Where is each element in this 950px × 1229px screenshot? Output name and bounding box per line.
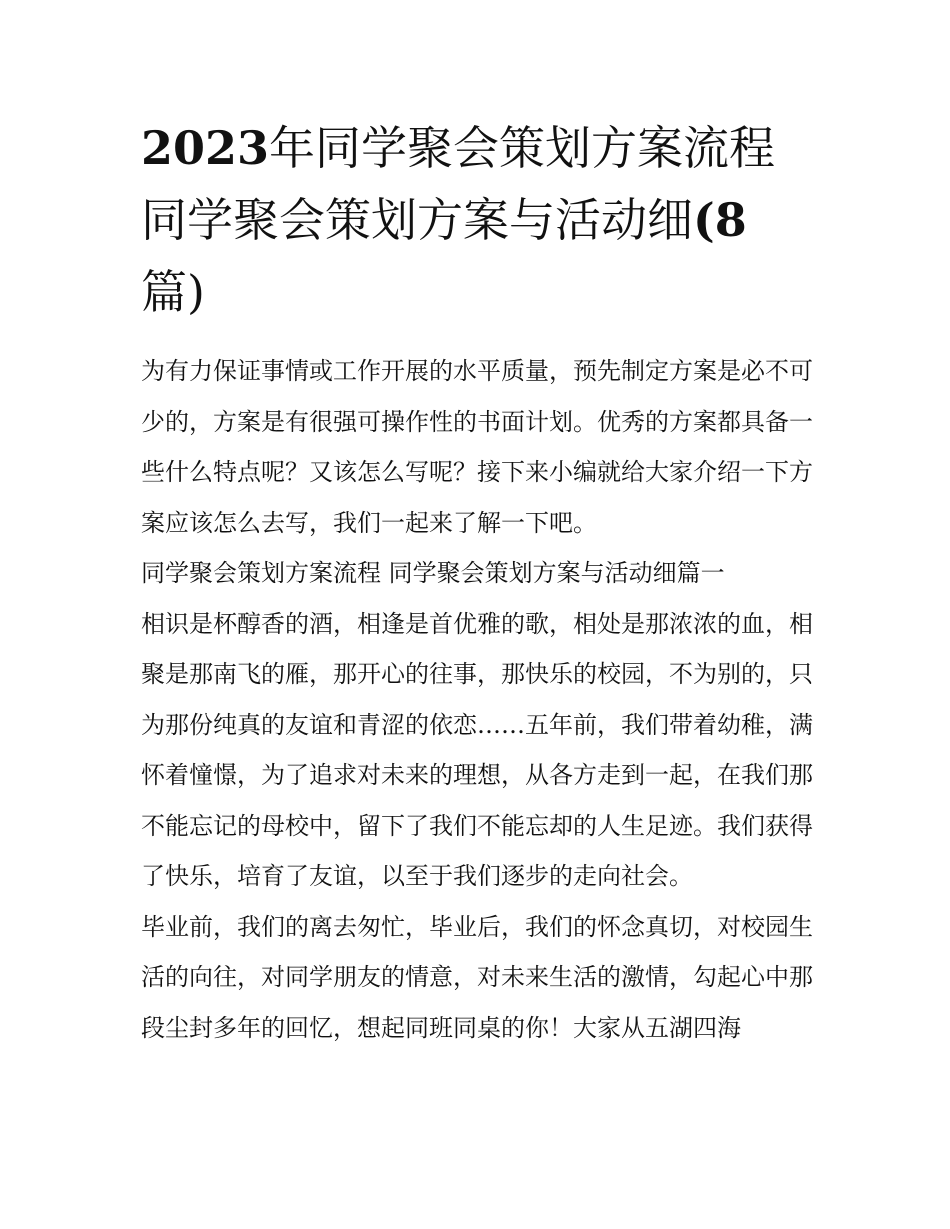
section-heading: 同学聚会策划方案流程 同学聚会策划方案与活动细篇一 <box>141 559 725 587</box>
title-line-1-text: 年同学聚会策划方案流程 <box>269 121 776 175</box>
body-paragraph-1: 相识是杯醇香的酒，相逢是首优雅的歌，相处是那浓浓的血，相聚是那南飞的雁，那开心的往事，那快乐的校园，不为别的，只为那份纯真的友谊和青涩的依恋……五年前，我们带着幼稚，满怀着憧憬，为了追求对未来的理想，从各方走到一起，在我们那不能忘记的母校中，留下了我们不能忘却的人生足迹。我们获得了快乐，培育了友谊，以至于我们逐步的走向社会。 <box>141 609 813 890</box>
title-year: 2023 <box>141 121 270 175</box>
title-line-2 <box>141 184 813 256</box>
title-count: (8 <box>693 193 747 247</box>
title-line-1 <box>141 112 813 184</box>
body-paragraph-2: 毕业前，我们的离去匆忙，毕业后，我们的怀念真切，对校园生活的向往，对同学朋友的情意，对未来生活的激情，勾起心中那段尘封多年的回忆，想起同班同桌的你！大家从五湖四海 <box>141 912 813 1042</box>
title-line-2-text: 同学聚会策划方案与活动细 <box>141 193 693 247</box>
title-line-3-text: 篇) <box>141 265 205 319</box>
title-line-3 <box>141 256 813 328</box>
document-page <box>141 112 813 1053</box>
intro-paragraph: 为有力保证事情或工作开展的水平质量，预先制定方案是必不可少的，方案是有很强可操作性的书面计划。优秀的方案都具备一些什么特点呢？又该怎么写呢？接下来小编就给大家介绍一下方案应该怎么去写，我们一起来了解一下吧。 <box>141 357 813 537</box>
document-title <box>141 112 813 328</box>
